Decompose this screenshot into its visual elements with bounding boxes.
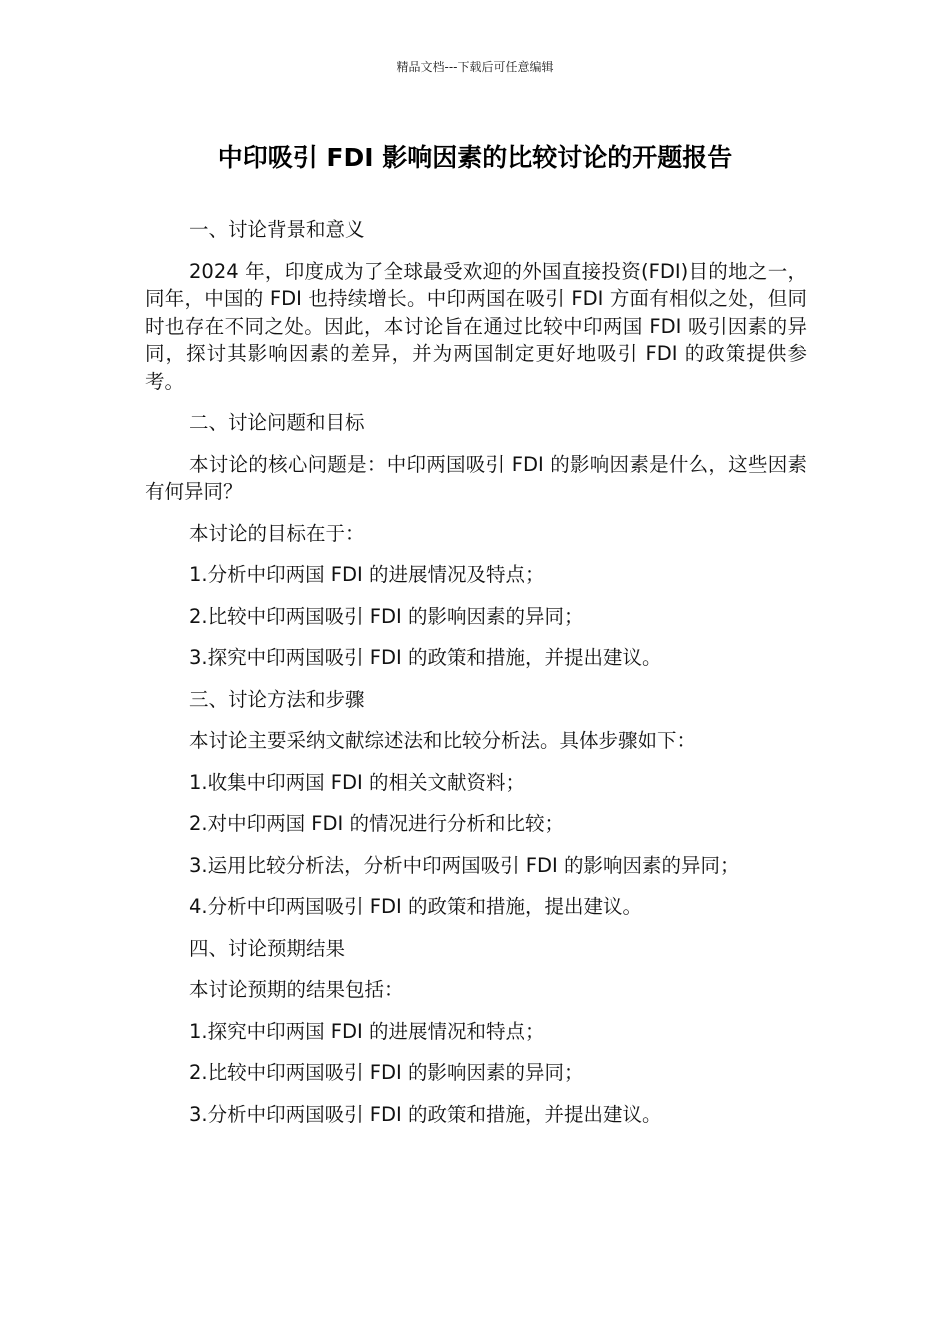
list-item-goal-3: 3.探究中印两国吸引 FDI 的政策和措施，并提出建议。 <box>189 646 662 669</box>
list-item-step-1: 1.收集中印两国 FDI 的相关文献资料； <box>189 770 525 794</box>
paragraph-core-question: 本讨论的核心问题是：中印两国吸引 FDI 的影响因素是什么，这些因素有何异同？ <box>145 452 807 503</box>
header-note: 精品文档---下载后可任意编辑 <box>396 60 554 74</box>
document-body <box>145 216 807 1142</box>
list-item-result-3: 3.分析中印两国吸引 FDI 的政策和措施，并提出建议。 <box>189 1102 662 1126</box>
list-item-result-2: 2.比较中印两国吸引 FDI 的影响因素的异同； <box>189 1061 584 1084</box>
section-heading-background: 一、讨论背景和意义 <box>189 218 365 241</box>
paragraph-methods-intro: 本讨论主要采纳文献综述法和比较分析法。具体步骤如下： <box>189 729 697 752</box>
section-heading-questions: 二、讨论问题和目标 <box>189 411 365 434</box>
list-item-step-4: 4.分析中印两国吸引 FDI 的政策和措施，提出建议。 <box>189 895 642 918</box>
list-item-step-2: 2.对中印两国 FDI 的情况进行分析和比较； <box>189 812 564 835</box>
list-item-goal-2: 2.比较中印两国吸引 FDI 的影响因素的异同； <box>189 604 584 628</box>
paragraph-background: 2024 年，印度成为了全球最受欢迎的外国直接投资(FDI)目的地之一，同年，中国的 FDI 也持续增长。中印两国在吸引 FDI 方面有相似之处，但同时也存在不同之处。因此，本讨论旨在通过比较中印两国 FDI 吸引因素的异同，探讨其影响因素的差异，并为两国制定更好地吸引 FDI 的政策提供参考。 <box>145 259 807 393</box>
section-heading-methods: 三、讨论方法和步骤 <box>189 687 365 711</box>
paragraph-goals-intro: 本讨论的目标在于： <box>189 521 365 545</box>
list-item-result-1: 1.探究中印两国 FDI 的进展情况和特点； <box>189 1019 545 1043</box>
list-item-goal-1: 1.分析中印两国 FDI 的进展情况及特点； <box>189 563 545 586</box>
section-heading-results: 四、讨论预期结果 <box>189 936 346 960</box>
list-item-step-3: 3.运用比较分析法，分析中印两国吸引 FDI 的影响因素的异同； <box>189 853 740 877</box>
document-title: 中印吸引 FDI 影响因素的比较讨论的开题报告 <box>217 143 733 172</box>
paragraph-results-intro: 本讨论预期的结果包括： <box>189 978 404 1001</box>
